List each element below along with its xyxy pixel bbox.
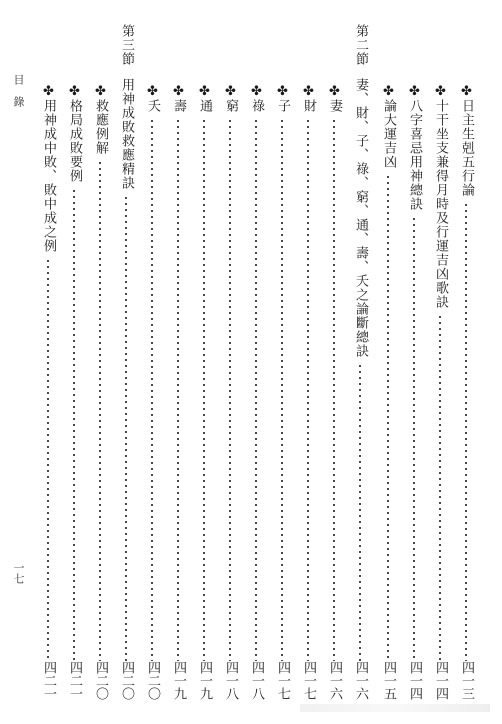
entry-title: 夭 xyxy=(145,99,160,113)
section-page: 四二〇 xyxy=(119,661,134,700)
entry-title: 通 xyxy=(197,99,212,113)
section-3[interactable] xyxy=(118,24,134,700)
toc-entry[interactable] xyxy=(144,84,160,700)
entry-title: 祿 xyxy=(249,99,264,113)
entry-title: 格局成敗要例 xyxy=(67,99,82,183)
cross-bullet-icon: ✤ xyxy=(327,84,342,99)
section-heading: 第三節 xyxy=(119,24,134,66)
cross-bullet-icon: ✤ xyxy=(459,84,474,99)
entry-page: 四一七 xyxy=(301,661,316,700)
dot-leader xyxy=(439,314,441,661)
entry-page: 四二〇 xyxy=(145,661,160,700)
cross-bullet-icon: ✤ xyxy=(41,84,56,99)
cross-bullet-icon: ✤ xyxy=(433,84,448,99)
entry-title: 用神成中敗、敗中成之例 xyxy=(41,99,56,253)
cross-bullet-icon: ✤ xyxy=(223,84,238,99)
cross-bullet-icon: ✤ xyxy=(301,84,316,99)
cross-bullet-icon: ✤ xyxy=(381,84,396,99)
entry-title: 窮 xyxy=(223,99,238,113)
entry-title: 妻 xyxy=(327,99,342,113)
entry-title: 十干坐支兼得月時及行運吉凶歌訣 xyxy=(433,99,448,309)
entry-page: 四一九 xyxy=(171,661,186,700)
toc-entry[interactable] xyxy=(170,84,186,700)
cross-bullet-icon: ✤ xyxy=(67,84,82,99)
dot-leader xyxy=(413,216,415,661)
entry-page: 四二一 xyxy=(41,661,56,700)
entry-page: 四一四 xyxy=(433,661,448,700)
toc-entry[interactable] xyxy=(380,84,396,700)
margin-page-number: 一七 xyxy=(12,562,25,584)
toc-entry[interactable] xyxy=(92,84,108,700)
section-title: 妻、財、子、祿、窮、通、壽、夭之論斷總訣 xyxy=(353,78,368,358)
entry-page: 四一五 xyxy=(381,661,396,700)
dot-leader xyxy=(203,118,205,661)
entry-page: 四一六 xyxy=(327,661,342,700)
toc-entry[interactable] xyxy=(40,84,56,700)
toc-entry[interactable] xyxy=(300,84,316,700)
toc-entry[interactable] xyxy=(274,84,290,700)
toc-entry[interactable] xyxy=(222,84,238,700)
cross-bullet-icon: ✤ xyxy=(275,84,290,99)
entry-title: 論大運吉凶 xyxy=(381,99,396,169)
cross-bullet-icon: ✤ xyxy=(407,84,422,99)
entry-page: 四二〇 xyxy=(93,661,108,700)
toc-entry[interactable] xyxy=(326,84,342,700)
cross-bullet-icon: ✤ xyxy=(145,84,160,99)
dot-leader xyxy=(465,202,467,661)
dot-leader xyxy=(73,188,75,661)
cross-bullet-icon: ✤ xyxy=(249,84,264,99)
dot-leader xyxy=(151,118,153,661)
dot-leader xyxy=(359,363,361,661)
dot-leader xyxy=(307,118,309,661)
scan-artifact xyxy=(300,704,490,712)
cross-bullet-icon: ✤ xyxy=(171,84,186,99)
toc-entry[interactable] xyxy=(66,84,82,700)
section-title: 用神成敗救應精訣 xyxy=(119,78,134,190)
entry-page: 四一九 xyxy=(197,661,212,700)
section-2[interactable] xyxy=(352,24,368,700)
dot-leader xyxy=(229,118,231,661)
entry-title: 日主生剋五行論 xyxy=(459,99,474,197)
entry-title: 子 xyxy=(275,99,290,113)
dot-leader xyxy=(177,118,179,661)
dot-leader xyxy=(387,174,389,661)
section-page: 四一六 xyxy=(353,661,368,700)
dot-leader xyxy=(281,118,283,661)
entry-page: 四一三 xyxy=(459,661,474,700)
entry-page: 四一七 xyxy=(275,661,290,700)
entry-page: 四一四 xyxy=(407,661,422,700)
entry-title: 壽 xyxy=(171,99,186,113)
toc-entry[interactable] xyxy=(406,84,422,700)
toc-entry[interactable] xyxy=(458,84,474,700)
toc-entry[interactable] xyxy=(248,84,264,700)
entry-page: 四一八 xyxy=(249,661,264,700)
entry-title: 救應例解 xyxy=(93,99,108,155)
cross-bullet-icon: ✤ xyxy=(93,84,108,99)
dot-leader xyxy=(47,258,49,661)
section-heading: 第二節 xyxy=(353,24,368,66)
dot-leader xyxy=(333,118,335,661)
margin-chapter-label: 目 錄 xyxy=(12,74,25,107)
entry-page: 四一八 xyxy=(223,661,238,700)
entry-title: 八字喜忌用神總訣 xyxy=(407,99,422,211)
dot-leader xyxy=(255,118,257,661)
dot-leader xyxy=(99,160,101,661)
toc-entry[interactable] xyxy=(432,84,448,700)
cross-bullet-icon: ✤ xyxy=(197,84,212,99)
entry-page: 四二一 xyxy=(67,661,82,700)
dot-leader xyxy=(125,195,127,661)
entry-title: 財 xyxy=(301,99,316,113)
toc-entry[interactable] xyxy=(196,84,212,700)
